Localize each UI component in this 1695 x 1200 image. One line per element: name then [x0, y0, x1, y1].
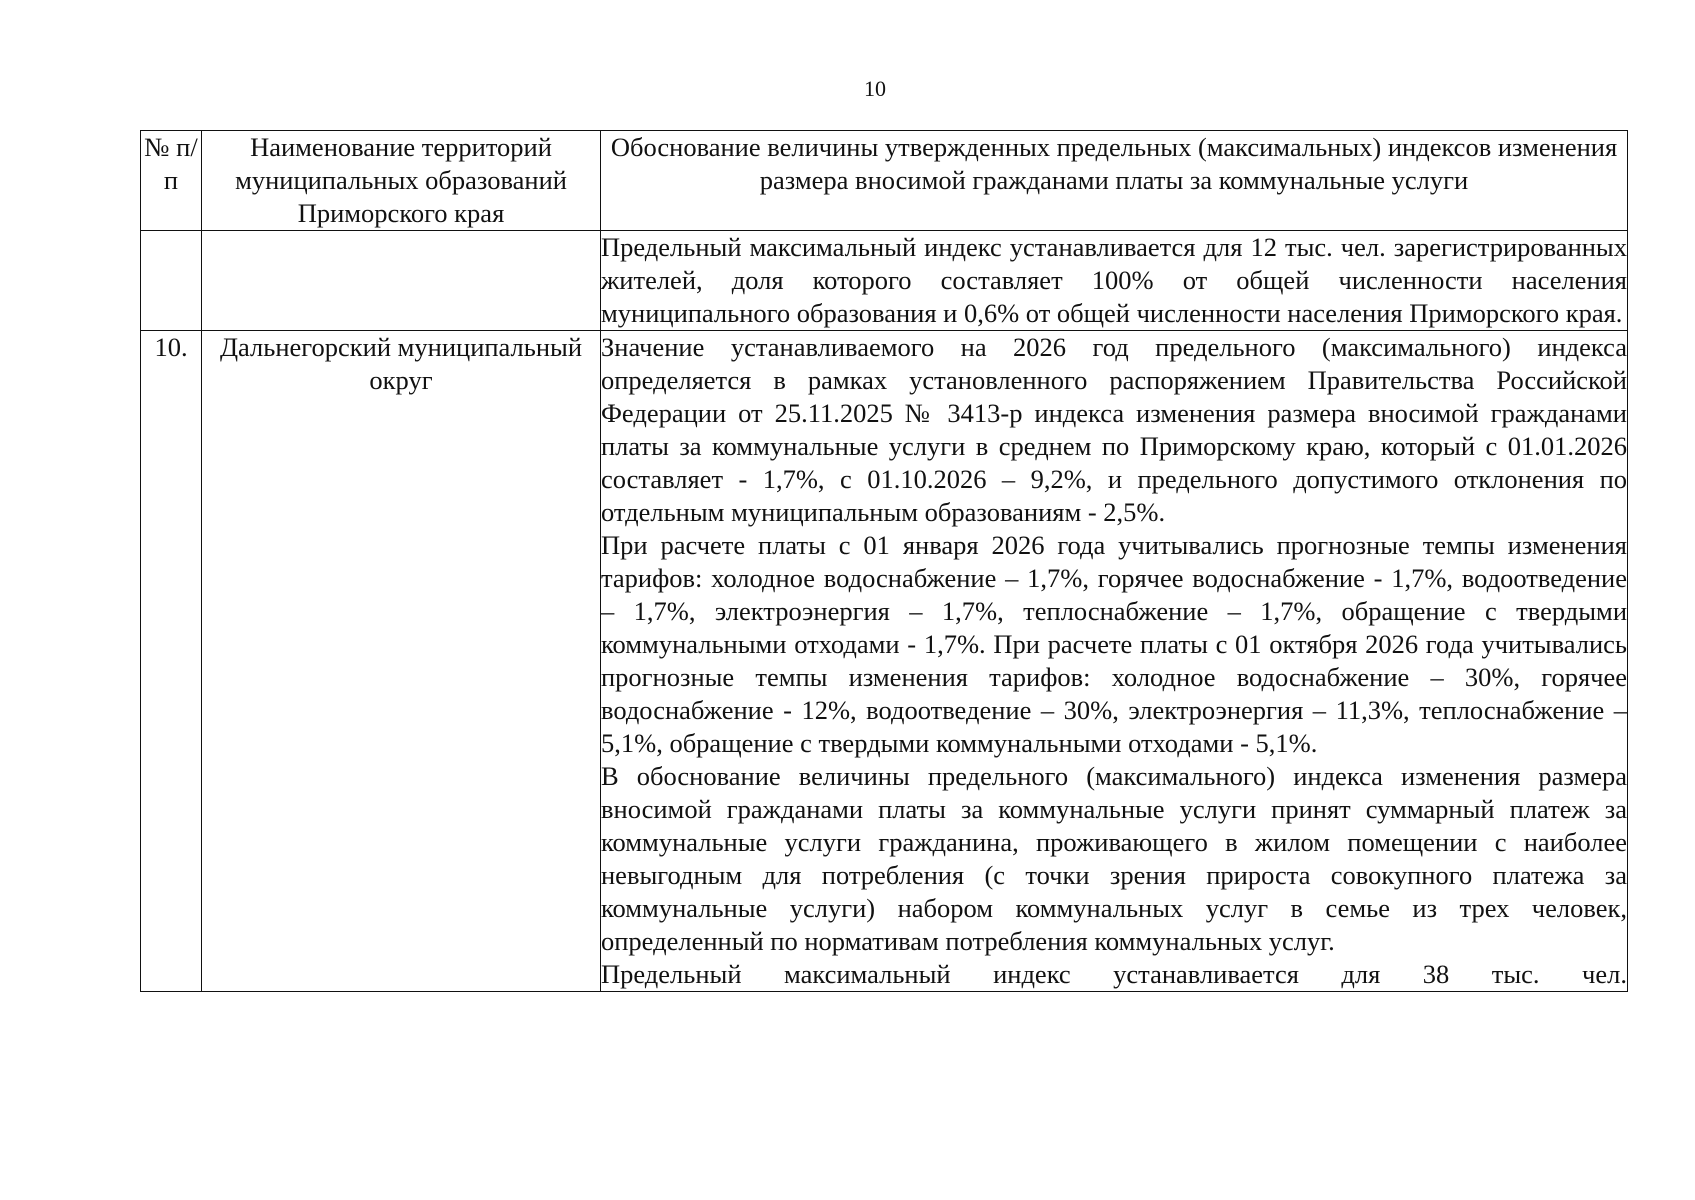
- row-number-cell: 10.: [141, 331, 202, 992]
- index-justification-table: [140, 130, 1628, 992]
- justification-paragraph: При расчете платы с 01 января 2026 года учитывались прогнозные темпы изменения тарифов: холодное водоснабжение – 1,7%, горячее водоснабжение - 1,7%, водоотведение – 1,7%, электроэнергия – 1,7%, теплоснабжение – 1,7%, обращение с твердыми коммунальными отходами - 1,7%. При расчете платы с 01 октября 2026 года учитывались прогнозные темпы изменения тарифов: холодное водоснабжение – 30%, горячее водоснабжение - 12%, водоотведение – 30%, электроэнергия – 11,3%, теплоснабжение – 5,1%, обращение с твердыми коммунальными отходами - 5,1%.: [601, 530, 1627, 758]
- page-number: 10: [864, 76, 886, 101]
- header-territory-name: Наименование территорий муниципальных образований Приморского края: [202, 131, 601, 231]
- table-row: [141, 231, 1628, 331]
- header-justification: Обоснование величины утвержденных предельных (максимальных) индексов изменения размера вносимой гражданами платы за коммунальные услуги: [601, 131, 1628, 231]
- justification-paragraph: Предельный максимальный индекс устанавливается для 38 тыс. чел.: [601, 959, 1627, 989]
- header-number: № п/п: [141, 131, 202, 231]
- table-row: [141, 331, 1628, 992]
- table-header-row: [141, 131, 1628, 231]
- justification-paragraph: Значение устанавливаемого на 2026 год предельного (максимального) индекса определяется в рамках установленного распоряжением Правительства Российской Федерации от 25.11.2025 № 3413-р индекса изменения размера вносимой гражданами платы за коммунальные услуги в среднем по Приморскому краю, который с 01.01.2026 составляет - 1,7%, с 01.10.2026 – 9,2%, и предельного допустимого отклонения по отдельным муниципальным образованиям - 2,5%.: [601, 332, 1627, 527]
- row-justification-cell: [601, 231, 1628, 331]
- justification-paragraph: В обоснование величины предельного (максимального) индекса изменения размера вносимой гражданами платы за коммунальные услуги принят суммарный платеж за коммунальные услуги гражданина, проживающего в жилом помещении с наиболее невыгодным для потребления (с точки зрения прироста совокупного платежа за коммунальные услуги) набором коммунальных услуг в семье из трех человек, определенный по нормативам потребления коммунальных услуг.: [601, 761, 1627, 956]
- row-territory-name-cell: Дальнегорский муниципальный округ: [202, 331, 601, 992]
- row-territory-name-cell: [202, 231, 601, 331]
- row-number-cell: [141, 231, 202, 331]
- row-justification-cell: [601, 331, 1628, 992]
- justification-paragraph: Предельный максимальный индекс устанавливается для 12 тыс. чел. зарегистрированных жителей, доля которого составляет 100% от общей численности населения муниципального образования и 0,6% от общей численности населения Приморского края.: [601, 232, 1627, 328]
